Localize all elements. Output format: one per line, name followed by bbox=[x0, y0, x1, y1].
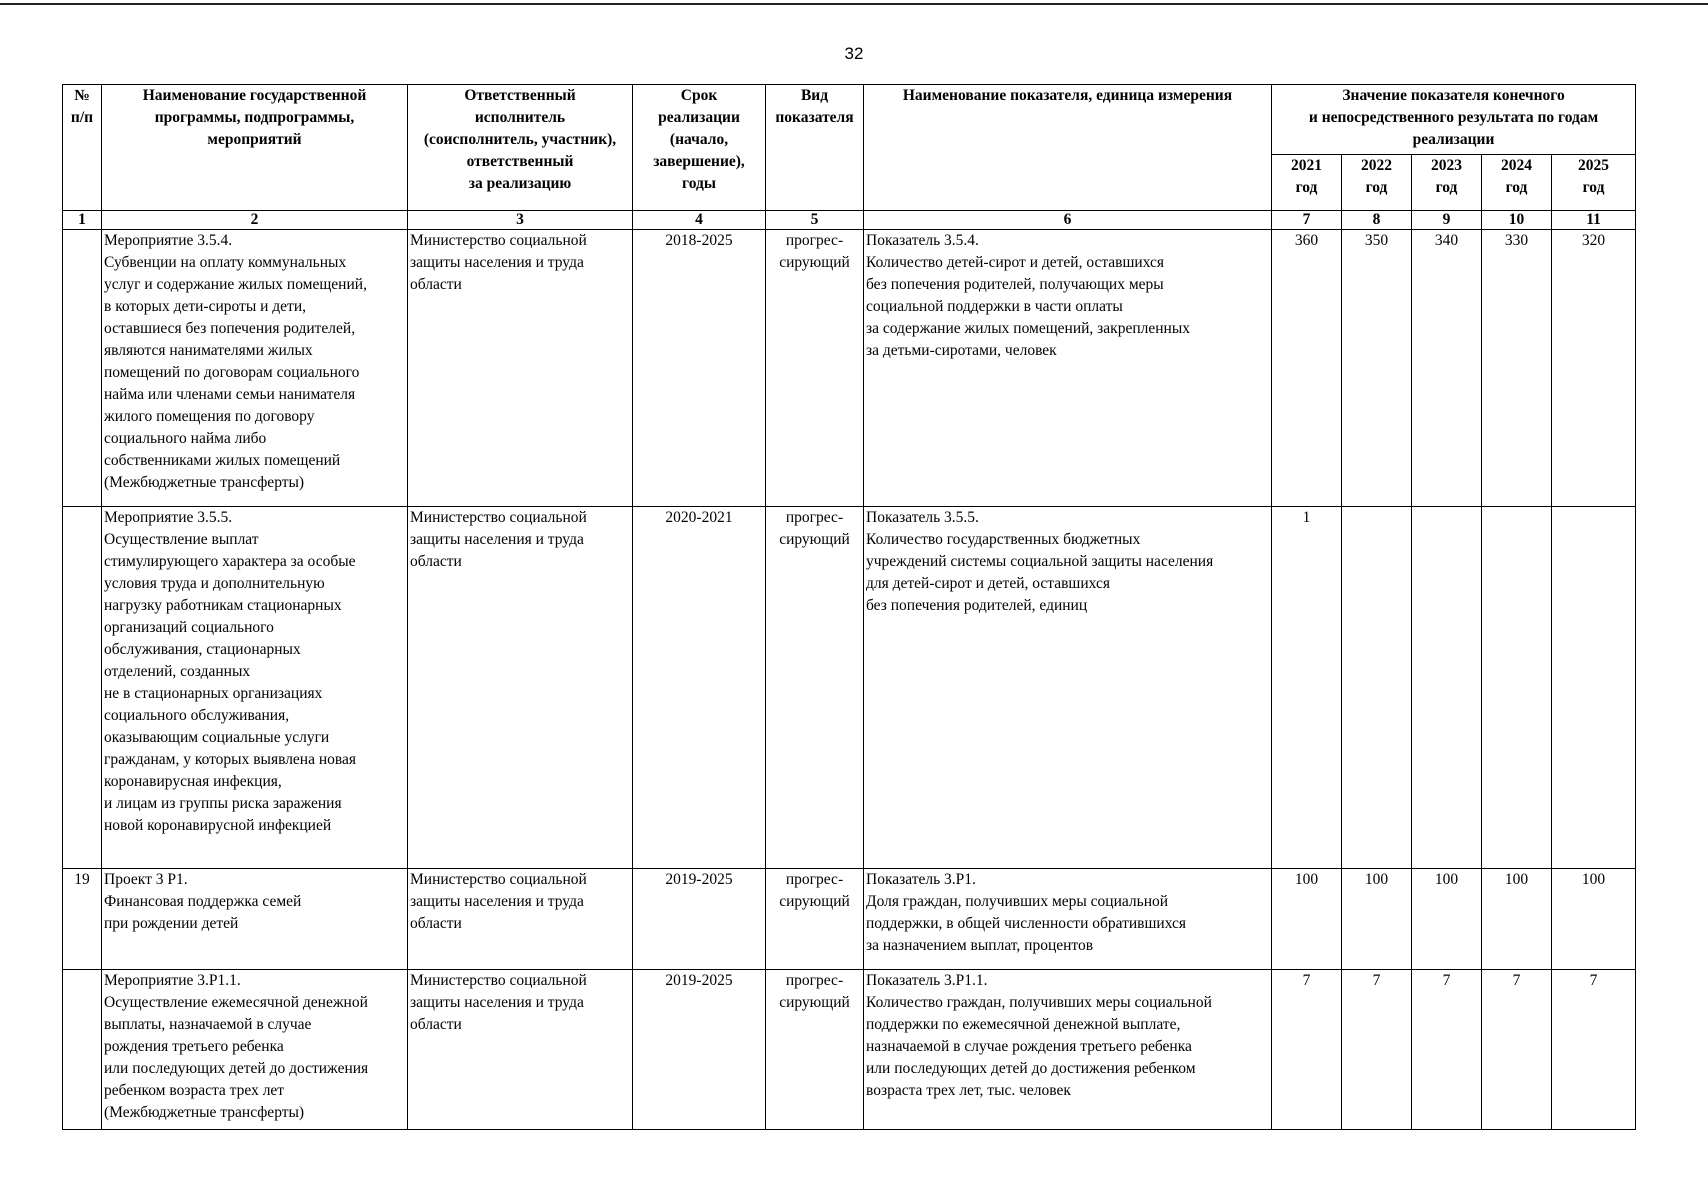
scan-edge-line bbox=[0, 3, 1708, 5]
column-number: 7 bbox=[1272, 211, 1342, 230]
responsible-executor: Министерство социальной защиты населения и труда области bbox=[408, 869, 633, 970]
column-number: 4 bbox=[633, 211, 766, 230]
event-name: Мероприятие 3.5.4. Субвенции на оплату коммунальных услуг и содержание жилых помещений, в которых дети-сироты и дети, оставшиеся без попечения родителей, являются нанимателями жилых помещений по договорам социального найма или членами семьи нанимателя жилого помещения по договору социального найма либо собственниками жилых помещений (Межбюджетные трансферты) bbox=[102, 230, 408, 507]
table-row bbox=[63, 869, 1636, 970]
value-2023: 7 bbox=[1412, 969, 1482, 1129]
value-2023: 100 bbox=[1412, 869, 1482, 970]
value-2021: 360 bbox=[1272, 230, 1342, 507]
value-2024: 100 bbox=[1482, 869, 1552, 970]
header-col-no: № п/п bbox=[63, 85, 102, 211]
value-2025 bbox=[1552, 506, 1636, 868]
responsible-executor: Министерство социальной защиты населения и труда области bbox=[408, 506, 633, 868]
header-col-responsible: Ответственный исполнитель (соисполнитель, участник), ответственный за реализацию bbox=[408, 85, 633, 211]
implementation-term: 2019-2025 bbox=[633, 869, 766, 970]
header-col-kind: Вид показателя bbox=[766, 85, 864, 211]
event-name: Проект 3 Р1. Финансовая поддержка семей при рождении детей bbox=[102, 869, 408, 970]
program-table bbox=[62, 84, 1636, 1130]
column-number: 3 bbox=[408, 211, 633, 230]
row-number bbox=[63, 230, 102, 507]
column-number: 6 bbox=[864, 211, 1272, 230]
column-number: 2 bbox=[102, 211, 408, 230]
header-year-2021: 2021 год bbox=[1272, 155, 1342, 211]
implementation-term: 2019-2025 bbox=[633, 969, 766, 1129]
responsible-executor: Министерство социальной защиты населения и труда области bbox=[408, 969, 633, 1129]
row-number bbox=[63, 969, 102, 1129]
value-2025: 100 bbox=[1552, 869, 1636, 970]
header-row bbox=[63, 85, 1636, 155]
indicator-kind: прогрес- сирующий bbox=[766, 869, 864, 970]
indicator-name: Показатель 3.5.5. Количество государственных бюджетных учреждений системы социальной защиты населения для детей-сирот и детей, оставшихся без попечения родителей, единиц bbox=[864, 506, 1272, 868]
header-col-indicator: Наименование показателя, единица измерения bbox=[864, 85, 1272, 211]
event-name: Мероприятие 3.5.5. Осуществление выплат стимулирующего характера за особые условия труда и дополнительную нагрузку работникам стационарных организаций социального обслуживания, стационарных отделений, созданных не в стационарных организациях социального обслуживания, оказывающим социальные услуги гражданам, у которых выявлена новая коронавирусная инфекция, и лицам из группы риска заражения новой коронавирусной инфекцией bbox=[102, 506, 408, 868]
value-2023: 340 bbox=[1412, 230, 1482, 507]
event-name: Мероприятие 3.Р1.1. Осуществление ежемесячной денежной выплаты, назначаемой в случае рождения третьего ребенка или последующих детей до достижения ребенком возраста трех лет (Межбюджетные трансферты) bbox=[102, 969, 408, 1129]
column-number: 9 bbox=[1412, 211, 1482, 230]
value-2024: 330 bbox=[1482, 230, 1552, 507]
implementation-term: 2018-2025 bbox=[633, 230, 766, 507]
header-year-2024: 2024 год bbox=[1482, 155, 1552, 211]
column-numbers-row bbox=[63, 211, 1636, 230]
column-number: 10 bbox=[1482, 211, 1552, 230]
implementation-term: 2020-2021 bbox=[633, 506, 766, 868]
indicator-name: Показатель 3.5.4. Количество детей-сирот и детей, оставшихся без попечения родителей, получающих меры социальной поддержки в части оплаты за содержание жилых помещений, закрепленных за детьми-сиротами, человек bbox=[864, 230, 1272, 507]
value-2021: 1 bbox=[1272, 506, 1342, 868]
value-2025: 320 bbox=[1552, 230, 1636, 507]
value-2024: 7 bbox=[1482, 969, 1552, 1129]
row-number bbox=[63, 506, 102, 868]
column-number: 8 bbox=[1342, 211, 1412, 230]
value-2021: 7 bbox=[1272, 969, 1342, 1129]
column-number: 5 bbox=[766, 211, 864, 230]
indicator-kind: прогрес- сирующий bbox=[766, 506, 864, 868]
responsible-executor: Министерство социальной защиты населения и труда области bbox=[408, 230, 633, 507]
indicator-kind: прогрес- сирующий bbox=[766, 230, 864, 507]
header-year-2023: 2023 год bbox=[1412, 155, 1482, 211]
column-number: 11 bbox=[1552, 211, 1636, 230]
page-number: 32 bbox=[844, 44, 864, 63]
indicator-name: Показатель 3.Р1.1. Количество граждан, получивших меры социальной поддержки по ежемесячной денежной выплате, назначаемой в случае рождения третьего ребенка или последующих детей до достижения ребенком возраста трех лет, тыс. человек bbox=[864, 969, 1272, 1129]
table-row bbox=[63, 230, 1636, 507]
indicator-kind: прогрес- сирующий bbox=[766, 969, 864, 1129]
table-row bbox=[63, 969, 1636, 1129]
value-2021: 100 bbox=[1272, 869, 1342, 970]
value-2022: 7 bbox=[1342, 969, 1412, 1129]
header-col-term: Срок реализации (начало, завершение), годы bbox=[633, 85, 766, 211]
value-2022 bbox=[1342, 506, 1412, 868]
value-2022: 350 bbox=[1342, 230, 1412, 507]
value-2024 bbox=[1482, 506, 1552, 868]
column-number: 1 bbox=[63, 211, 102, 230]
row-number: 19 bbox=[63, 869, 102, 970]
value-2025: 7 bbox=[1552, 969, 1636, 1129]
indicator-name: Показатель 3.Р1. Доля граждан, получивших меры социальной поддержки, в общей численности обратившихся за назначением выплат, процентов bbox=[864, 869, 1272, 970]
table-row bbox=[63, 506, 1636, 868]
header-year-2025: 2025 год bbox=[1552, 155, 1636, 211]
value-2022: 100 bbox=[1342, 869, 1412, 970]
value-2023 bbox=[1412, 506, 1482, 868]
header-year-2022: 2022 год bbox=[1342, 155, 1412, 211]
header-col-values: Значение показателя конечного и непосредственного результата по годам реализации bbox=[1272, 85, 1636, 155]
header-col-name: Наименование государственной программы, подпрограммы, мероприятий bbox=[102, 85, 408, 211]
